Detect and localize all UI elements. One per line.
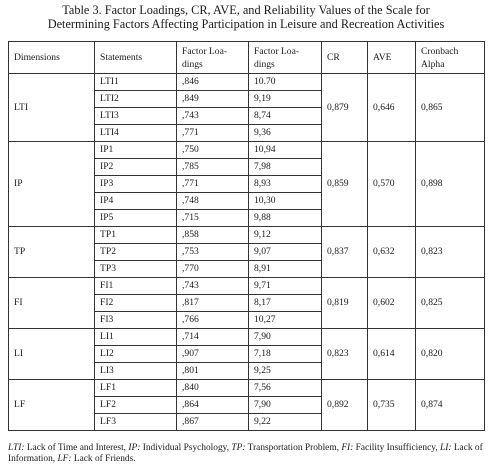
factor-loading-value-cell: 10,27 (249, 312, 322, 329)
statement-cell: LF1 (95, 380, 177, 397)
header-factor-loadings-t-line1: Factor Loa- (254, 45, 300, 57)
table-row (9, 329, 485, 346)
header-factor-loadings-t (249, 42, 322, 74)
caption-line-1: Table 3. Factor Loadings, CR, AVE, and Reliability Values of the Scale for (62, 3, 430, 17)
factor-loading-value-cell: 9,22 (249, 414, 322, 431)
alpha-cell: 0,865 (416, 74, 485, 142)
factor-loading-value-cell: 9,88 (249, 210, 322, 227)
statement-cell: LTI1 (95, 74, 177, 91)
factor-loading-cell: ,785 (177, 159, 249, 176)
note-abbreviation: LTI: (8, 443, 25, 453)
ave-cell: 0,570 (368, 142, 416, 227)
table-row (9, 74, 485, 91)
alpha-cell: 0,823 (416, 227, 485, 278)
factor-loading-cell: ,748 (177, 193, 249, 210)
header-cr: CR (322, 42, 368, 74)
factor-loading-value-cell: 7,56 (249, 380, 322, 397)
cr-cell: 0,837 (322, 227, 368, 278)
note-definition: Individual Psychology, (140, 443, 232, 453)
factor-loading-value-cell: 9,12 (249, 227, 322, 244)
table-body (9, 74, 485, 431)
dimension-cell: FI (9, 278, 95, 329)
note-abbreviation: TP: (231, 443, 246, 453)
statement-cell: LTI2 (95, 91, 177, 108)
factor-loading-cell: ,771 (177, 125, 249, 142)
factor-loading-cell: ,849 (177, 91, 249, 108)
ave-cell: 0,646 (368, 74, 416, 142)
dimension-cell: IP (9, 142, 95, 227)
statement-cell: LF3 (95, 414, 177, 431)
factor-loading-value-cell: 7,90 (249, 329, 322, 346)
cr-cell: 0,819 (322, 278, 368, 329)
note-definition: Facility Insufficiency, (353, 443, 441, 453)
factor-loading-cell: ,753 (177, 244, 249, 261)
factor-loading-cell: ,770 (177, 261, 249, 278)
factor-loading-cell: ,817 (177, 295, 249, 312)
statement-cell: IP4 (95, 193, 177, 210)
cr-cell: 0,892 (322, 380, 368, 431)
factor-loading-value-cell: 8,74 (249, 108, 322, 125)
statement-cell: TP1 (95, 227, 177, 244)
header-factor-loadings-line1: Factor Loa- (182, 45, 228, 57)
cr-cell: 0,859 (322, 142, 368, 227)
table-row (9, 278, 485, 295)
factor-loading-value-cell: 9,07 (249, 244, 322, 261)
factor-loading-cell: ,801 (177, 363, 249, 380)
statement-cell: LI3 (95, 363, 177, 380)
factor-loading-cell: ,750 (177, 142, 249, 159)
note-abbreviation: FI: (341, 443, 354, 453)
factor-loading-cell: ,907 (177, 346, 249, 363)
table-caption (0, 3, 492, 31)
cr-cell: 0,823 (322, 329, 368, 380)
note-definition: Lack of Information, (8, 443, 483, 464)
table-row (9, 227, 485, 244)
ave-cell: 0,602 (368, 278, 416, 329)
factor-loading-value-cell: 8,17 (249, 295, 322, 312)
alpha-cell: 0,898 (416, 142, 485, 227)
statement-cell: IP5 (95, 210, 177, 227)
dimension-cell: LF (9, 380, 95, 431)
header-ave: AVE (368, 42, 416, 74)
factor-loading-value-cell: 9,25 (249, 363, 322, 380)
factor-loading-cell: ,743 (177, 278, 249, 295)
dimension-cell: LTI (9, 74, 95, 142)
statement-cell: LI1 (95, 329, 177, 346)
header-cronbach-line1: Cronbach (421, 45, 459, 57)
factor-loading-value-cell: 9,19 (249, 91, 322, 108)
ave-cell: 0,735 (368, 380, 416, 431)
statement-cell: IP1 (95, 142, 177, 159)
statement-cell: FI2 (95, 295, 177, 312)
statement-cell: TP3 (95, 261, 177, 278)
statement-cell: LTI3 (95, 108, 177, 125)
factor-loading-value-cell: 7,18 (249, 346, 322, 363)
header-statements: Statements (95, 42, 177, 74)
factor-loading-value-cell: 10,94 (249, 142, 322, 159)
header-dimensions: Dimensions (9, 42, 95, 74)
factor-loading-value-cell: 9,71 (249, 278, 322, 295)
alpha-cell: 0,874 (416, 380, 485, 431)
note-definition: Transportation Problem, (245, 443, 342, 453)
factor-loading-cell: ,840 (177, 380, 249, 397)
note-definition: Lack of Friends. (71, 454, 136, 464)
statement-cell: IP2 (95, 159, 177, 176)
factor-loading-value-cell: 9,36 (249, 125, 322, 142)
note-abbreviation: LI: (440, 443, 452, 453)
header-row (9, 42, 485, 74)
factor-loadings-table (8, 41, 485, 431)
factor-loading-cell: ,714 (177, 329, 249, 346)
ave-cell: 0,632 (368, 227, 416, 278)
dimension-cell: LI (9, 329, 95, 380)
header-factor-loadings (177, 42, 249, 74)
alpha-cell: 0,820 (416, 329, 485, 380)
statement-cell: FI1 (95, 278, 177, 295)
note-abbreviation: LF: (57, 454, 72, 464)
dimension-cell: TP (9, 227, 95, 278)
header-cronbach-alpha (416, 42, 485, 74)
factor-loading-cell: ,846 (177, 74, 249, 91)
alpha-cell: 0,825 (416, 278, 485, 329)
factor-loading-cell: ,771 (177, 176, 249, 193)
table-row (9, 380, 485, 397)
factor-loading-cell: ,867 (177, 414, 249, 431)
header-factor-loadings-t-line2: dings (254, 58, 275, 70)
factor-loading-value-cell: 10,30 (249, 193, 322, 210)
header-factor-loadings-line2: dings (182, 58, 203, 70)
note-definition: Lack of Time and Interest, (24, 443, 129, 453)
factor-loading-value-cell: 7,98 (249, 159, 322, 176)
factor-loading-value-cell: 8,93 (249, 176, 322, 193)
table-row (9, 142, 485, 159)
statement-cell: TP2 (95, 244, 177, 261)
statement-cell: LI2 (95, 346, 177, 363)
factor-loading-value-cell: 8,91 (249, 261, 322, 278)
factor-loading-value-cell: 7,90 (249, 397, 322, 414)
header-cronbach-line2: Alpha (421, 58, 445, 70)
factor-loading-cell: ,743 (177, 108, 249, 125)
factor-loading-value-cell: 10.70 (249, 74, 322, 91)
caption-line-2: Determining Factors Affecting Participation in Leisure and Recreation Activities (47, 17, 445, 31)
statement-cell: LF2 (95, 397, 177, 414)
factor-loading-cell: ,858 (177, 227, 249, 244)
statement-cell: FI3 (95, 312, 177, 329)
factor-loading-cell: ,715 (177, 210, 249, 227)
factor-loading-cell: ,864 (177, 397, 249, 414)
statement-cell: LTI4 (95, 125, 177, 142)
note-abbreviation: IP: (128, 443, 141, 453)
statement-cell: IP3 (95, 176, 177, 193)
factor-loading-cell: ,766 (177, 312, 249, 329)
cr-cell: 0,879 (322, 74, 368, 142)
ave-cell: 0,614 (368, 329, 416, 380)
table-note (8, 443, 488, 465)
